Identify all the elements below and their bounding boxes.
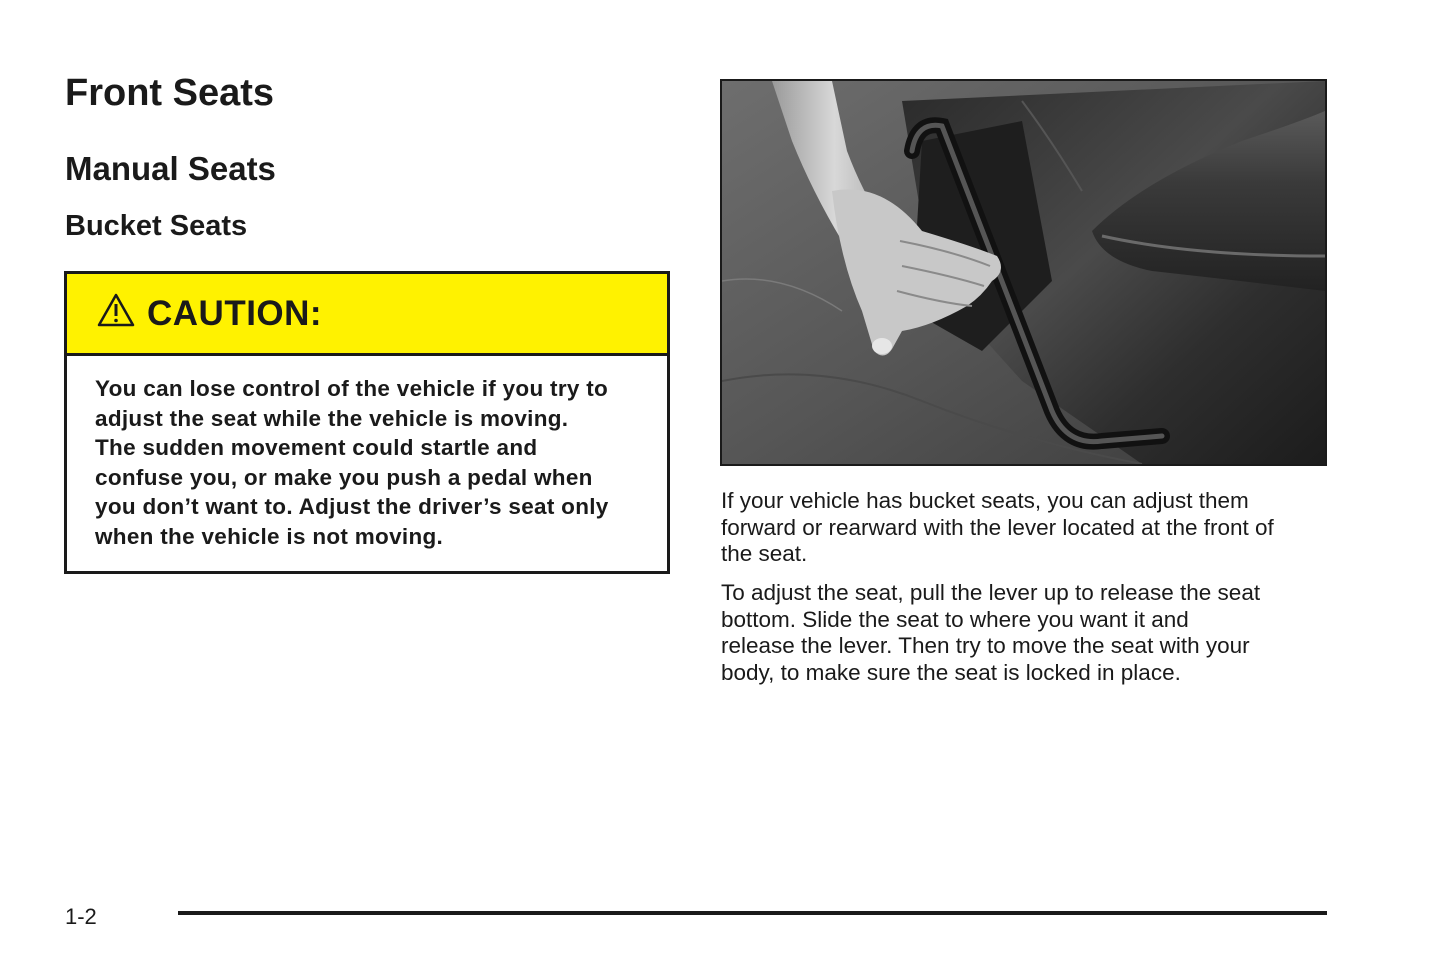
caution-box bbox=[64, 271, 670, 574]
seat-lever-photo bbox=[720, 79, 1327, 466]
caution-line: adjust the seat while the vehicle is moving. bbox=[95, 405, 569, 431]
caution-line: The sudden movement could startle and bbox=[95, 435, 538, 460]
paragraph-line: bottom. Slide the seat to where you want it and bbox=[721, 606, 1189, 632]
paragraph-line: the seat. bbox=[721, 541, 808, 566]
section-heading-manual-seats: Manual Seats bbox=[65, 150, 276, 187]
paragraph-bucket-seats-intro bbox=[721, 488, 1331, 568]
subsection-heading-bucket-seats: Bucket Seats bbox=[65, 210, 248, 242]
caution-text bbox=[67, 356, 667, 551]
seat-lever-illustration bbox=[722, 81, 1325, 464]
page-number: 1-2 bbox=[65, 904, 97, 929]
paragraph-line: forward or rearward with the lever located at the front of bbox=[721, 514, 1274, 540]
caution-header bbox=[67, 274, 667, 356]
page-title: Front Seats bbox=[65, 72, 275, 114]
paragraph-line: If your vehicle has bucket seats, you can adjust them bbox=[721, 488, 1249, 513]
paragraph-line: To adjust the seat, pull the lever up to release the seat bbox=[721, 580, 1261, 605]
caution-line: confuse you, or make you push a pedal when bbox=[95, 464, 593, 490]
caution-line: you don’t want to. Adjust the driver’s seat only bbox=[95, 494, 609, 519]
paragraph-line: body, to make sure the seat is locked in place. bbox=[721, 659, 1181, 685]
paragraph-adjust-instructions bbox=[721, 580, 1331, 686]
caution-line: when the vehicle is not moving. bbox=[95, 523, 444, 549]
warning-triangle-icon bbox=[97, 293, 135, 327]
caution-line: You can lose control of the vehicle if you try to bbox=[95, 376, 609, 401]
footer-divider bbox=[178, 911, 1327, 915]
caution-label: CAUTION: bbox=[147, 293, 323, 333]
paragraph-line: release the lever. Then try to move the seat with your bbox=[721, 633, 1250, 658]
